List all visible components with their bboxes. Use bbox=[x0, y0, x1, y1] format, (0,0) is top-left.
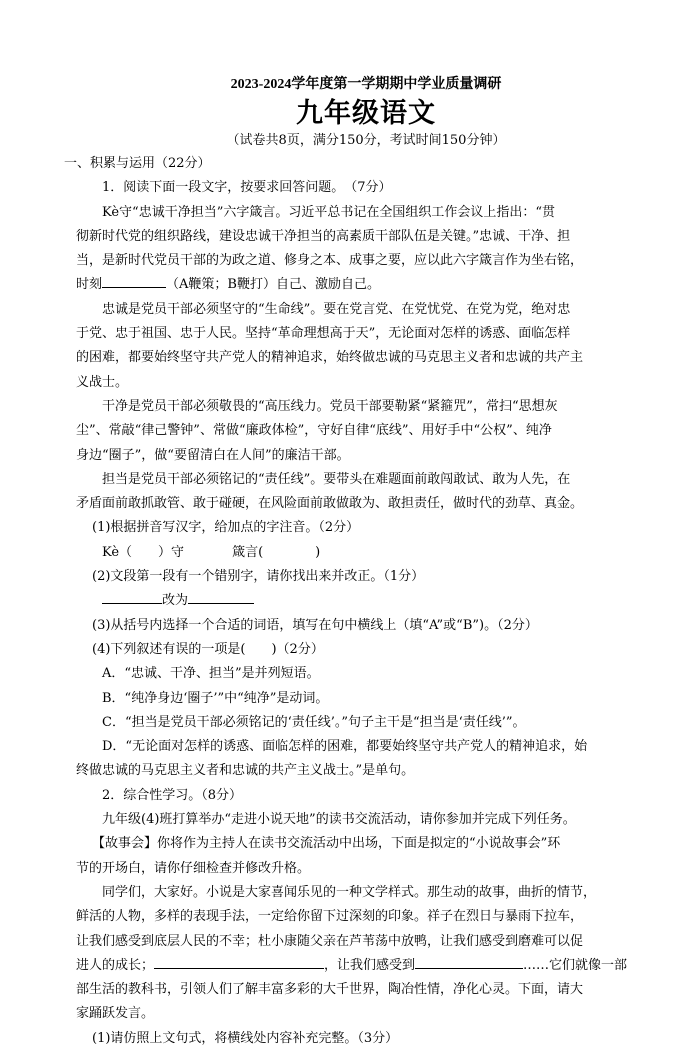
correction-label: 改为 bbox=[162, 593, 189, 609]
passage-line: 于党、忠于祖国、忠于人民。坚持“革命理想高于天”，无论面对怎样的诱惑、面临怎样 bbox=[76, 326, 571, 342]
passage-line: 家踊跃发言。 bbox=[76, 1006, 155, 1022]
option-a: A．“忠诚、干净、担当”是并列短语。 bbox=[102, 666, 320, 682]
subquestion: (3)从括号内选择一个合适的词语，填写在句中横线上（填“A”或“B”)。（2分） bbox=[92, 617, 538, 633]
passage-line: Kè守“忠诚干净担当”六字箴言。习近平总书记在全国组织工作会议上指出：“贯 bbox=[102, 204, 555, 220]
passage-text: 时刻 bbox=[76, 277, 103, 293]
passage-line: 鲜活的人物，多样的表现手法，一定给你留下过深刻的印象。祥子在烈日与暴雨下拉车， bbox=[76, 909, 584, 925]
subquestion: (4)下列叙述有误的一项是( )（2分） bbox=[92, 641, 324, 657]
passage-line: 干净是党员干部必须敬畏的“高压线力。党员干部要勒紧“紧箍咒”，常扫“思想灰 bbox=[102, 398, 558, 414]
page-title: 九年级语文 bbox=[296, 98, 436, 129]
section-heading: 一、积累与运用（22分） bbox=[64, 156, 211, 171]
question-1-heading: 1．阅读下面一段文字，按要求回答问题。 （7分） bbox=[102, 180, 392, 196]
passage-line: 当，是新时代党员干部的为政之道、修身之本、成事之要，应以此六字箴言作为坐右铭， bbox=[76, 253, 584, 269]
passage-text: （A鞭策；B鞭打）自己、激励自己。 bbox=[166, 277, 380, 293]
subquestion: (1)根据拼音写汉字，给加点的字注音。（2分） bbox=[92, 520, 360, 536]
answer-blank[interactable] bbox=[102, 589, 162, 604]
passage-text: ……它们就像一部 bbox=[523, 957, 628, 973]
exam-header: 2023-2024学年度第一学期期中学业质量调研 bbox=[230, 77, 502, 92]
passage-line: 担当是党员干部必须铭记的“责任线”。要带头在难题面前敢闯敢试、敢为人先，在 bbox=[102, 471, 571, 487]
option-d: D．“无论面对怎样的诱惑、面临怎样的困难，都要始终坚守共产党人的精神追求，始 bbox=[102, 739, 588, 755]
passage-line: 节的开场白，请你仔细检查并修改升格。 bbox=[76, 860, 311, 876]
passage-line: 尘”、常敲“律己警钟”、常做“廉政体检”，守好自律“底线”、用好手中“公权”、纯净 bbox=[76, 423, 552, 439]
passage-line: 部生活的教科书，引领人们了解丰富多彩的大千世界，陶冶性情，净化心灵。下面，请大 bbox=[76, 982, 584, 998]
passage-text: ，让我们感受到 bbox=[324, 957, 416, 973]
passage-line: 同学们，大家好。小说是大家喜闻乐见的一种文学样式。那生动的故事，曲折的情节， bbox=[102, 884, 597, 900]
answer-blank[interactable] bbox=[415, 954, 523, 969]
subquestion: (2)文段第一段有一个错别字，请你找出来并改正。（1分） bbox=[92, 569, 425, 585]
question-2-heading: 2．综合性学习。（8分） bbox=[102, 787, 243, 803]
passage-line: 身边“圈子”，做“要留清白在人间”的廉洁干部。 bbox=[76, 447, 350, 463]
passage-line bbox=[76, 954, 656, 978]
passage-line: 的困难，都要始终坚守共产党人的精神追求，始终做忠诚的马克思主义者和忠诚的共产主 bbox=[76, 350, 584, 366]
answer-blank[interactable] bbox=[188, 589, 254, 604]
pinyin-item: 箴言( ) bbox=[232, 544, 321, 560]
passage-line: 彻新时代党的组织路线，建设忠诚干净担当的高素质干部队伍是关键。”忠诚、干净、担 bbox=[76, 228, 571, 244]
pinyin-item: Kè（ ）守 bbox=[102, 544, 185, 560]
passage-line: 忠诚是党员干部必须坚守的“生命线”。要在党言党、在党忧党、在党为党，绝对忠 bbox=[102, 301, 571, 317]
passage-line: 【故事会】你将作为主持人在读书交流活动中出场，下面是拟定的“小说故事会”环 bbox=[92, 836, 561, 852]
passage-text: 进人的成长； bbox=[76, 957, 155, 973]
exam-info: （试卷共8页，满分150分，考试时间150分钟） bbox=[226, 133, 506, 148]
passage-line bbox=[76, 273, 656, 297]
option-c: C．“担当是党员干部必须铭记的‘责任线’。”句子主干是“担当是‘责任线’”。 bbox=[102, 714, 526, 730]
passage-line: 矛盾面前敢抓敢管、敢于碰硬，在风险面前敢做敢为、敢担责任，做时代的劲草、真金。 bbox=[76, 496, 584, 512]
subquestion-answer-line bbox=[76, 541, 656, 565]
passage-line: 九年级(4)班打算举办“走进小说天地”的读书交流活动，请你参加并完成下列任务。 bbox=[102, 812, 576, 828]
option-b: B．“纯净身边‘圈子’”中“纯净”是动词。 bbox=[102, 690, 329, 706]
passage-line: 让我们感受到底层人民的不幸；杜小康随父亲在芦苇荡中放鸭，让我们感受到磨难可以促 bbox=[76, 933, 584, 949]
option-d-continued: 终做忠诚的马克思主义者和忠诚的共产主义战士。”是单句。 bbox=[76, 763, 415, 779]
subquestion-answer-line bbox=[76, 589, 656, 613]
subquestion: (1)请仿照上文句式，将横线处内容补充完整。（3分） bbox=[92, 1030, 399, 1046]
passage-line: 义战士。 bbox=[76, 374, 129, 390]
answer-blank[interactable] bbox=[102, 273, 166, 288]
answer-blank[interactable] bbox=[154, 954, 324, 969]
